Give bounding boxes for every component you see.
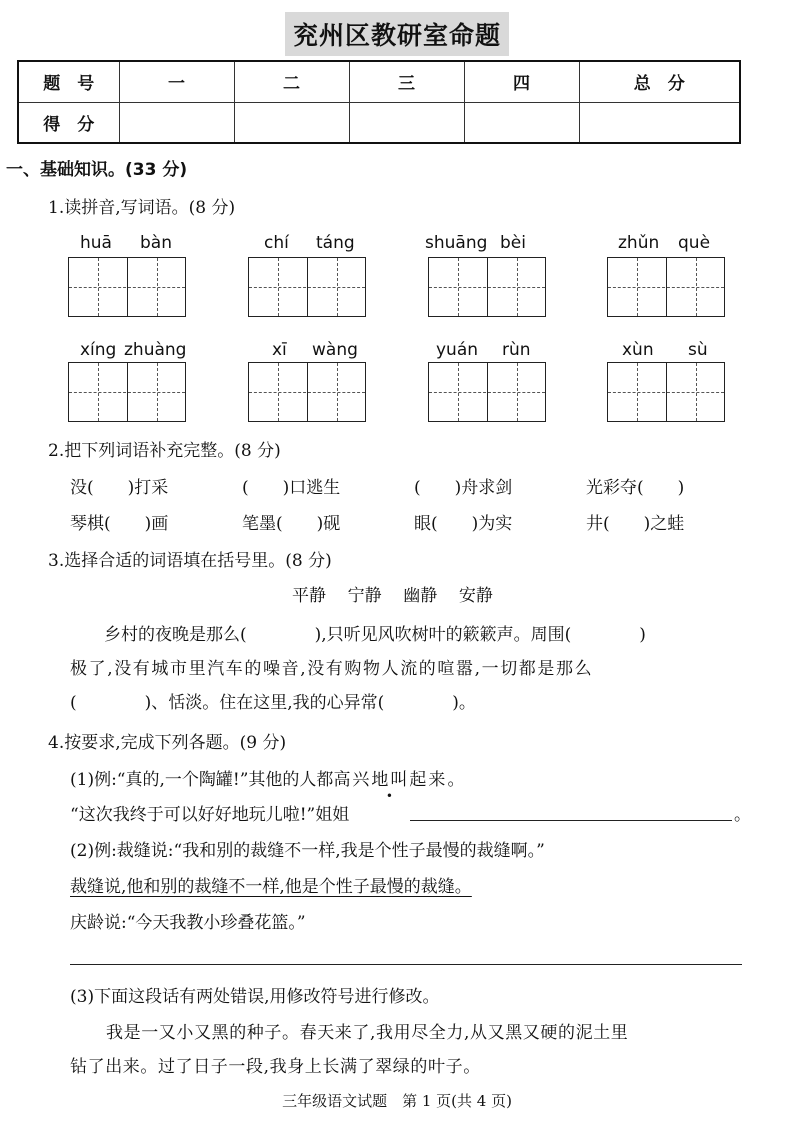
pinyin-8a: xùn	[622, 340, 654, 360]
q3-option: 平静	[292, 586, 326, 606]
score-header-1: 一	[119, 61, 234, 102]
q4-title: 4.按要求,完成下列各题。(9 分)	[48, 733, 287, 753]
score-row-label: 得 分	[18, 102, 119, 143]
pinyin-7b: rùn	[502, 340, 531, 360]
q3-title: 3.选择合适的词语填在括号里。(8 分)	[48, 551, 332, 571]
score-table	[17, 60, 741, 144]
page-title-block	[0, 12, 794, 56]
section-heading: 一、基础知识。(33 分)	[6, 160, 188, 180]
pinyin-3b: bèi	[500, 233, 526, 253]
q4-p1-suffix: 。	[447, 770, 465, 790]
writing-grid[interactable]	[428, 362, 546, 422]
q2-item[interactable]: 井( )之蛙	[586, 514, 685, 534]
q3-passage-line: 乡村的夜晚是那么( ),只听见风吹树叶的簌簌声。周围( )	[104, 625, 646, 645]
q4-p2-example: (2)例:裁缝说:“我和别的裁缝不一样,我是个性子最慢的裁缝啊。”	[70, 841, 545, 861]
q4-p1-task: “这次我终于可以好好地玩儿啦!”姐姐	[70, 805, 350, 825]
q3-options	[292, 581, 493, 606]
score-cell-total[interactable]	[579, 102, 740, 143]
q4-p1-example	[70, 765, 464, 790]
answer-line[interactable]	[410, 820, 732, 821]
writing-grid[interactable]	[428, 257, 546, 317]
score-cell-4[interactable]	[464, 102, 579, 143]
pinyin-7a: yuán	[436, 340, 479, 360]
answer-line[interactable]	[70, 964, 742, 965]
q2-title: 2.把下列词语补充完整。(8 分)	[48, 441, 281, 461]
q4-p1-prefix: (1)例:“真的,一个陶罐!”其他的人都	[70, 770, 334, 790]
score-header-4: 四	[464, 61, 579, 102]
pinyin-4b: què	[678, 233, 711, 253]
writing-grid[interactable]	[248, 257, 366, 317]
page-title: 兖州区教研室命题	[285, 12, 509, 56]
pinyin-8b: sù	[688, 340, 708, 360]
page-footer	[0, 1090, 794, 1111]
writing-grid[interactable]	[68, 257, 186, 317]
pinyin-2a: chí	[264, 233, 289, 253]
q3-option: 幽静	[403, 586, 438, 606]
pinyin-3a: shuāng	[425, 233, 488, 253]
score-header-label: 题 号	[18, 61, 119, 102]
q2-item[interactable]: ( )口逃生	[242, 478, 341, 498]
pinyin-4a: zhǔn	[618, 233, 660, 253]
page-footer-text: 三年级语文试题 第 1 页(共 4 页)	[282, 1092, 512, 1110]
writing-grid[interactable]	[607, 362, 725, 422]
q2-item[interactable]: ( )舟求剑	[414, 478, 513, 498]
score-cell-1[interactable]	[119, 102, 234, 143]
q2-item[interactable]: 琴棋( )画	[70, 514, 169, 534]
score-cell-2[interactable]	[234, 102, 349, 143]
q4-p3-passage-line: 我是一又小又黑的种子。春天来了,我用尽全力,从又黑又硬的泥土里	[106, 1023, 629, 1043]
q4-p3-title: (3)下面这段话有两处错误,用修改符号进行修改。	[70, 987, 440, 1007]
q2-item[interactable]: 眼( )为实	[414, 514, 513, 534]
score-table-score-row	[18, 102, 740, 143]
pinyin-6a: xī	[272, 340, 287, 360]
score-header-2: 二	[234, 61, 349, 102]
q2-item[interactable]: 没( )打采	[70, 478, 169, 498]
q4-p2-task: 庆龄说:“今天我教小珍叠花篮。”	[70, 913, 306, 933]
pinyin-5b: zhuàng	[124, 340, 187, 360]
q4-p1-end: 。	[734, 805, 751, 825]
score-header-total: 总 分	[579, 61, 740, 102]
q2-item[interactable]: 笔墨( )砚	[242, 514, 341, 534]
q2-item[interactable]: 光彩夺( )	[586, 478, 685, 498]
q3-option: 安静	[458, 586, 493, 606]
score-cell-3[interactable]	[349, 102, 464, 143]
pinyin-2b: táng	[316, 233, 355, 253]
writing-grid[interactable]	[248, 362, 366, 422]
q1-title: 1.读拼音,写词语。(8 分)	[48, 198, 236, 218]
q4-p3-passage-line: 钻了出来。过了日子一段,我身上长满了翠绿的叶子。	[70, 1057, 481, 1077]
writing-grid[interactable]	[607, 257, 725, 317]
q3-passage-line: 极了,没有城市里汽车的噪音,没有购物人流的喧嚣,一切都是那么	[70, 659, 594, 679]
pinyin-1b: bàn	[140, 233, 172, 253]
pinyin-5a: xíng	[80, 340, 117, 360]
q3-option: 宁静	[347, 586, 382, 606]
score-table-header-row	[18, 61, 740, 102]
q3-passage-line: ( )、恬淡。住在这里,我的心异常( )。	[70, 693, 476, 713]
score-header-3: 三	[349, 61, 464, 102]
q4-p1-dotted: 高兴地叫起来 •	[333, 765, 447, 790]
writing-grid[interactable]	[68, 362, 186, 422]
pinyin-6b: wàng	[312, 340, 358, 360]
pinyin-1a: huā	[80, 233, 112, 253]
q4-p2-answer: 裁缝说,他和别的裁缝不一样,他是个性子最慢的裁缝。	[70, 877, 472, 897]
